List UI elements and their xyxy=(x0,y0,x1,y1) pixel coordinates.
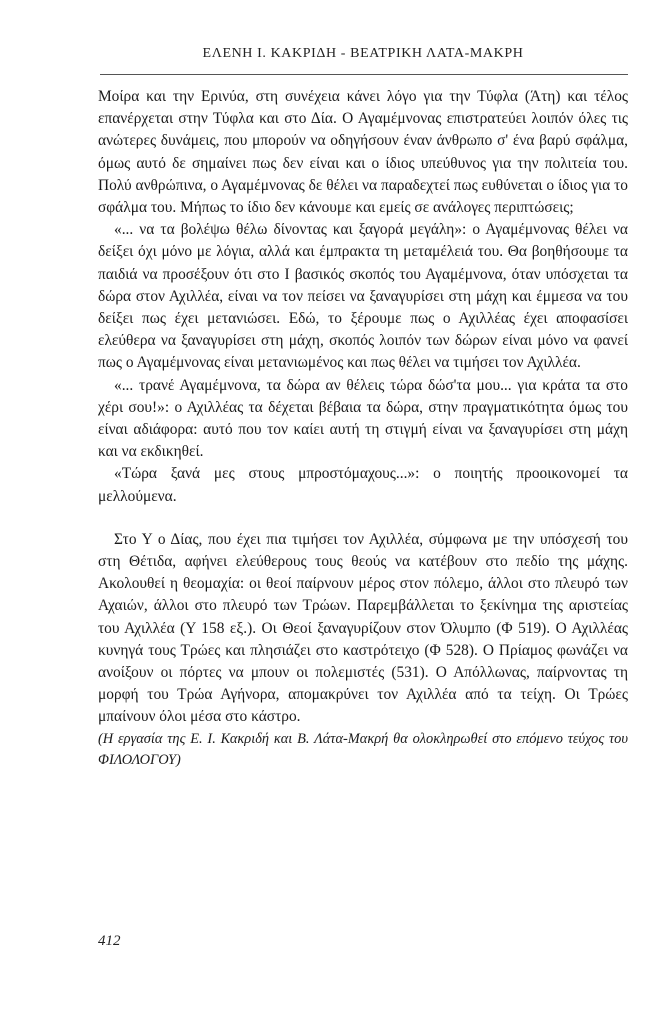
header-rule xyxy=(100,74,628,75)
running-head: ΕΛΕΝΗ Ι. ΚΑΚΡΙΔΗ - ΒΕΑΤΡΙΚΗ ΛΑΤΑ-ΜΑΚΡΗ xyxy=(202,46,524,61)
page-number: 412 xyxy=(98,933,121,949)
paragraph-continuation: Μοίρα και την Ερινύα, στη συνέχεια κάνει λόγο για την Τύφλα (Άτη) και τέλος επανέρχεται στην Τύφλα και στο Δία. Ο Αγαμέμνονας επιστρατεύει λοιπόν όλες τις ανώτερες δυνάμεις, που μπορούν να οδηγήσουν έναν άνθρωπο σ' ένα βαρύ σφάλμα, όμως αυτό δε σημαίνει πως δεν είναι και ο ίδιος υπεύθυνος για την πολιτεία του. Πολύ ανθρώπινα, ο Αγαμέμνονας δε θέλει να παραδεχτεί πως ευθύνεται ο ίδιος για το σφάλμα του. Μήπως το ίδιο δεν κάνουμε και εμείς σε ανάλογες περιπτώσεις; xyxy=(98,88,628,217)
editor-note: (Η εργασία της Ε. Ι. Κακριδή και Β. Λάτα-Μακρή θα ολοκληρωθεί στο επόμενο τεύχος του ΦΙΛΟΛΟΓΟΥ) xyxy=(98,730,628,768)
article-body xyxy=(98,86,628,771)
paragraph-theomachy: Στο Υ ο Δίας, που έχει πια τιμήσει τον Αχιλλέα, σύμφωνα με την υπόσχεσή του στη Θέτιδα, αφήνει ελεύθερους τους θεούς να κατέβουν στο πεδίο της μάχης. Ακολουθεί η θεομαχία: οι θεοί παίρνουν μέρος στον πόλεμο, άλλοι στο πλευρό των Αχαιών, άλλοι στο πλευρό των Τρώων. Παρεμβάλλεται το ξεκίνημα της αριστείας του Αχιλλέα (Υ 158 εξ.). Οι Θεοί ξαναγυρίζουν στον Όλυμπο (Φ 519). Ο Αχιλλέας κυνηγά τους Τρώες και πλησιάζει στο καστρότειχο (Φ 528). Ο Πρίαμος φωνάζει να ανοίξουν οι πόρτες να μπουν οι πολεμιστές (531). Ο Απόλλωνας, παίρνοντας τη μορφή του Τρώα Αγήνορα, απομακρύνει τον Αχιλλέα από τα τείχη. Οι Τρώες μπαίνουν όλοι μέσα στο κάστρο. xyxy=(98,530,628,726)
paragraph-achilles-quote: «... τρανέ Αγαμέμνονα, τα δώρα αν θέλεις τώρα δώσ'τα μου... για κράτα τα στο χέρι σου!»: ο Αχιλλέας τα δέχεται βέβαια τα δώρα, στην πραγματικότητα όμως του είναι αδιάφορα: αυτό που τον καίει αυτή τη στιγμή είναι να ξαναγυρίσει στη μάχη και να εκδικηθεί. xyxy=(98,376,628,461)
paragraph-gift-quote: «... να τα βολέψω θέλω δίνοντας και ξαγορά μεγάλη»: ο Αγαμέμνονας θέλει να δείξει όχι μόνο με λόγια, αλλά και έμπρακτα τη μεταμέλειά του. Θα βοηθήσουμε τα παιδιά να προσέξουν ότι στο Ι βασικός σκοπός του Αγαμέμνονα, όταν υπόσχεται τα δώρα στον Αχιλλέα, είναι να τον πείσει να ξαναγυρίσει στη μάχη και έμμεσα να του δείξει πως έχει μετανιώσει. Εδώ, το ξέρουμε πως ο Αχιλλέας έχει αποφασίσει ελεύθερα να ξαναγυρίσει στη μάχη, σκοπός λοιπόν των δώρων είναι μόνο να φανεί πως ο Αγαμέμνονας είναι μετανιωμένος και πως θέλει να τιμήσει τον Αχιλλέα. xyxy=(98,221,628,372)
paragraph-foreshadowing: «Τώρα ξανά μες στους μπροστόμαχους...»: ο ποιητής προοικονομεί τα μελλούμενα. xyxy=(98,465,628,505)
